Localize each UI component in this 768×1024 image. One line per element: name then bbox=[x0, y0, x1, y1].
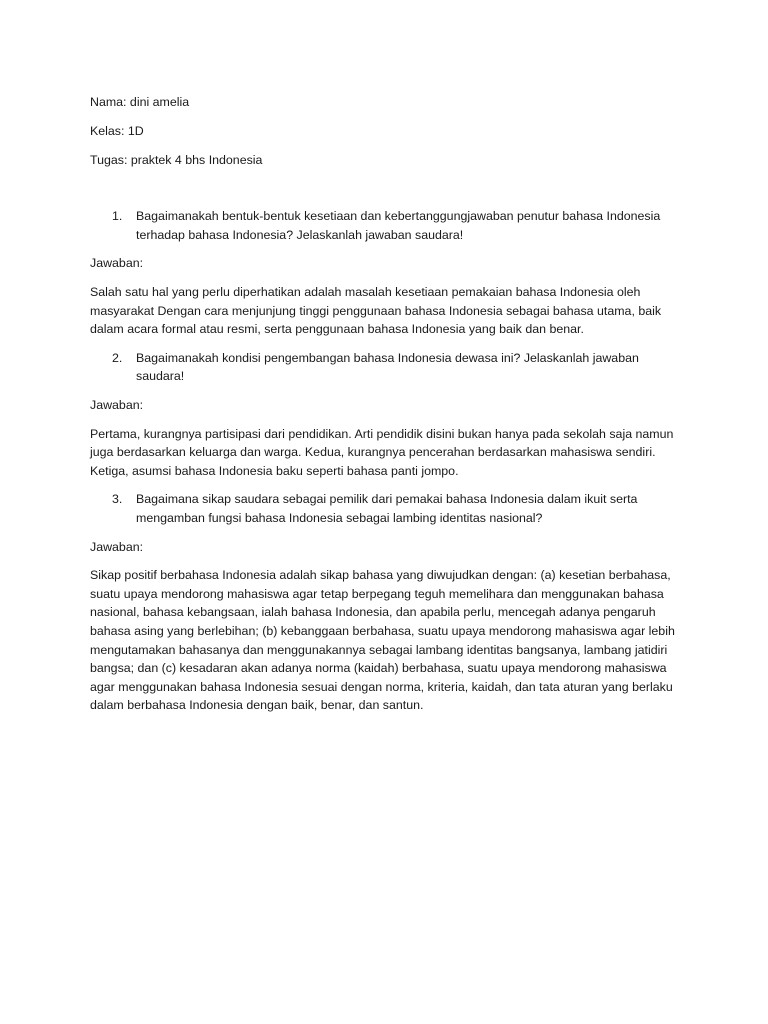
question-number-3: 3. bbox=[112, 492, 123, 507]
answer-label-1: Jawaban: bbox=[90, 256, 144, 271]
document-body bbox=[90, 93, 680, 725]
question-number-1: 1. bbox=[112, 209, 123, 224]
question-text-3: Bagaimana sikap saudara sebagai pemilik dari pemakai bahasa Indonesia dalam ikuit serta mengamban fungsi bahasa Indonesia sebagai lambing identitas nasional? bbox=[136, 492, 638, 525]
question-item-1 bbox=[90, 207, 680, 244]
answer-label-3: Jawaban: bbox=[90, 539, 144, 554]
question-item-3 bbox=[90, 490, 680, 527]
answer-text-3: Sikap positif berbahasa Indonesia adalah sikap bahasa yang diwujudkan dengan: (a) kesetian berbahasa, suatu upaya mendorong mahasiswa agar tetap berpegang teguh memelihara dan menggunakan bahasa nasional, bahasa kebangsaan, ialah bahasa Indonesia, dan apabila perlu, mencegah adanya pengaruh bahasa asing yang berlebihan; (b) kebanggaan berbahasa, suatu upaya mendorong mahasiswa agar lebih mengutamakan bahasanya dan menggunakannya sebagai lambang identitas bangsanya, lambang jatidiri bangsa; dan (c) kesadaran akan adanya norma (kaidah) berbahasa, suatu upaya mendorong mahasiswa agar menggunakan bahasa Indonesia sesuai dengan norma, kriteria, kaidah, dan tata aturan yang berlaku dalam berbahasa Indonesia dengan baik, benar, dan santun. bbox=[90, 568, 675, 713]
question-text-1: Bagaimanakah bentuk-bentuk kesetiaan dan kebertanggungjawaban penutur bahasa Indonesia terhadap bahasa Indonesia? Jelaskanlah jawaban saudara! bbox=[136, 209, 661, 242]
question-item-2 bbox=[90, 349, 680, 386]
answer-label-2: Jawaban: bbox=[90, 398, 144, 413]
question-text-2: Bagaimanakah kondisi pengembangan bahasa Indonesia dewasa ini? Jelaskanlah jawaban saudara! bbox=[136, 350, 639, 384]
header-spacer bbox=[90, 180, 680, 207]
answer-text-1: Salah satu hal yang perlu diperhatikan adalah masalah kesetiaan pemakaian bahasa Indonesia oleh masyarakat Dengan cara menjunjung tinggi penggunaan bahasa Indonesia sebagai bahasa utama, baik dalam acara formal atau resmi, serta penggunaan bahasa Indonesia yang baik dan benar. bbox=[90, 285, 662, 337]
answer-text-2: Pertama, kurangnya partisipasi dari pendidikan. Arti pendidik disini bukan hanya pada sekolah saja namun juga berdasarkan keluarga dan warga. Kedua, kurangnya pencerahan berdasarkan mahasiswa sendiri. Ketiga, asumsi bahasa Indonesia baku seperti bahasa panti jompo. bbox=[90, 426, 674, 478]
assignment-title: Tugas: praktek 4 bhs Indonesia bbox=[90, 153, 263, 168]
student-name: Nama: dini amelia bbox=[90, 95, 190, 109]
question-number-2: 2. bbox=[112, 350, 123, 365]
student-class: Kelas: 1D bbox=[90, 124, 144, 139]
